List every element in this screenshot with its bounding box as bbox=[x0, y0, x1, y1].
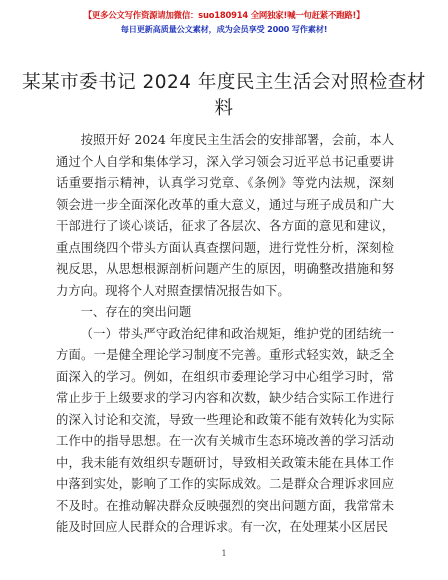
intro-paragraph: 按照开好 2024 年度民主生活会的安排部署，会前，本人通过个人自学和集体学习，深入学习领会习近平总书记重要讲话重要指示精神，认真学习党章、《条例》等党内法规，深刻领会进一步全面深化改革的重大意义，通过与班子成员和广大干部进行了谈心谈话，征求了各层次、各方面的意见和建议，重点围绕四个带头方面认真查摆问题，进行党性分析，深刻检视反思，从思想根源剖析问题产生的原因，明确整改措施和努力方向。现将个人对照查摆情况报告如下。 bbox=[56, 133, 394, 298]
document-title: 某某市委书记 2024 年度民主生活会对照检查材料 bbox=[22, 72, 426, 119]
section-heading-problems: 一、存在的突出问题 bbox=[80, 305, 192, 319]
document-body bbox=[56, 130, 394, 539]
page-number: 1 bbox=[221, 549, 227, 558]
problem-paragraph-1: （一）带头严守政治纪律和政治规矩，维护党的团结统一方面。一是健全理论学习制度不完善。重形式轻实效，缺乏全面深入的学习。例如，在组织市委理论学习中心组学习时，常常止步于上级要求的学习内容和次数，缺少结合实际工作进行的深入讨论和交流，导致一些理论和政策不能有效转化为实际工作中的指导思想。在一次有关城市生态环境改善的学习活动中，我未能有效组织专题研讨，导致相关政策未能在具体工作中落到实处，影响了工作的实际成效。二是群众合理诉求回应不及时。在推动解决群众反映强烈的突出问题方面，我常常未能及时回应人民群众的合理诉求。有一次，在处理某小区居民 bbox=[56, 326, 394, 534]
promo-banner-line-1: 【更多公文写作资源请加微信：suo180914 全网独家!喊一句赶紧不跑路!】 bbox=[83, 10, 365, 20]
promo-banner-line-2: 每日更新高质量公文素材，成为会员享受 2000 写作素材! bbox=[120, 24, 328, 34]
